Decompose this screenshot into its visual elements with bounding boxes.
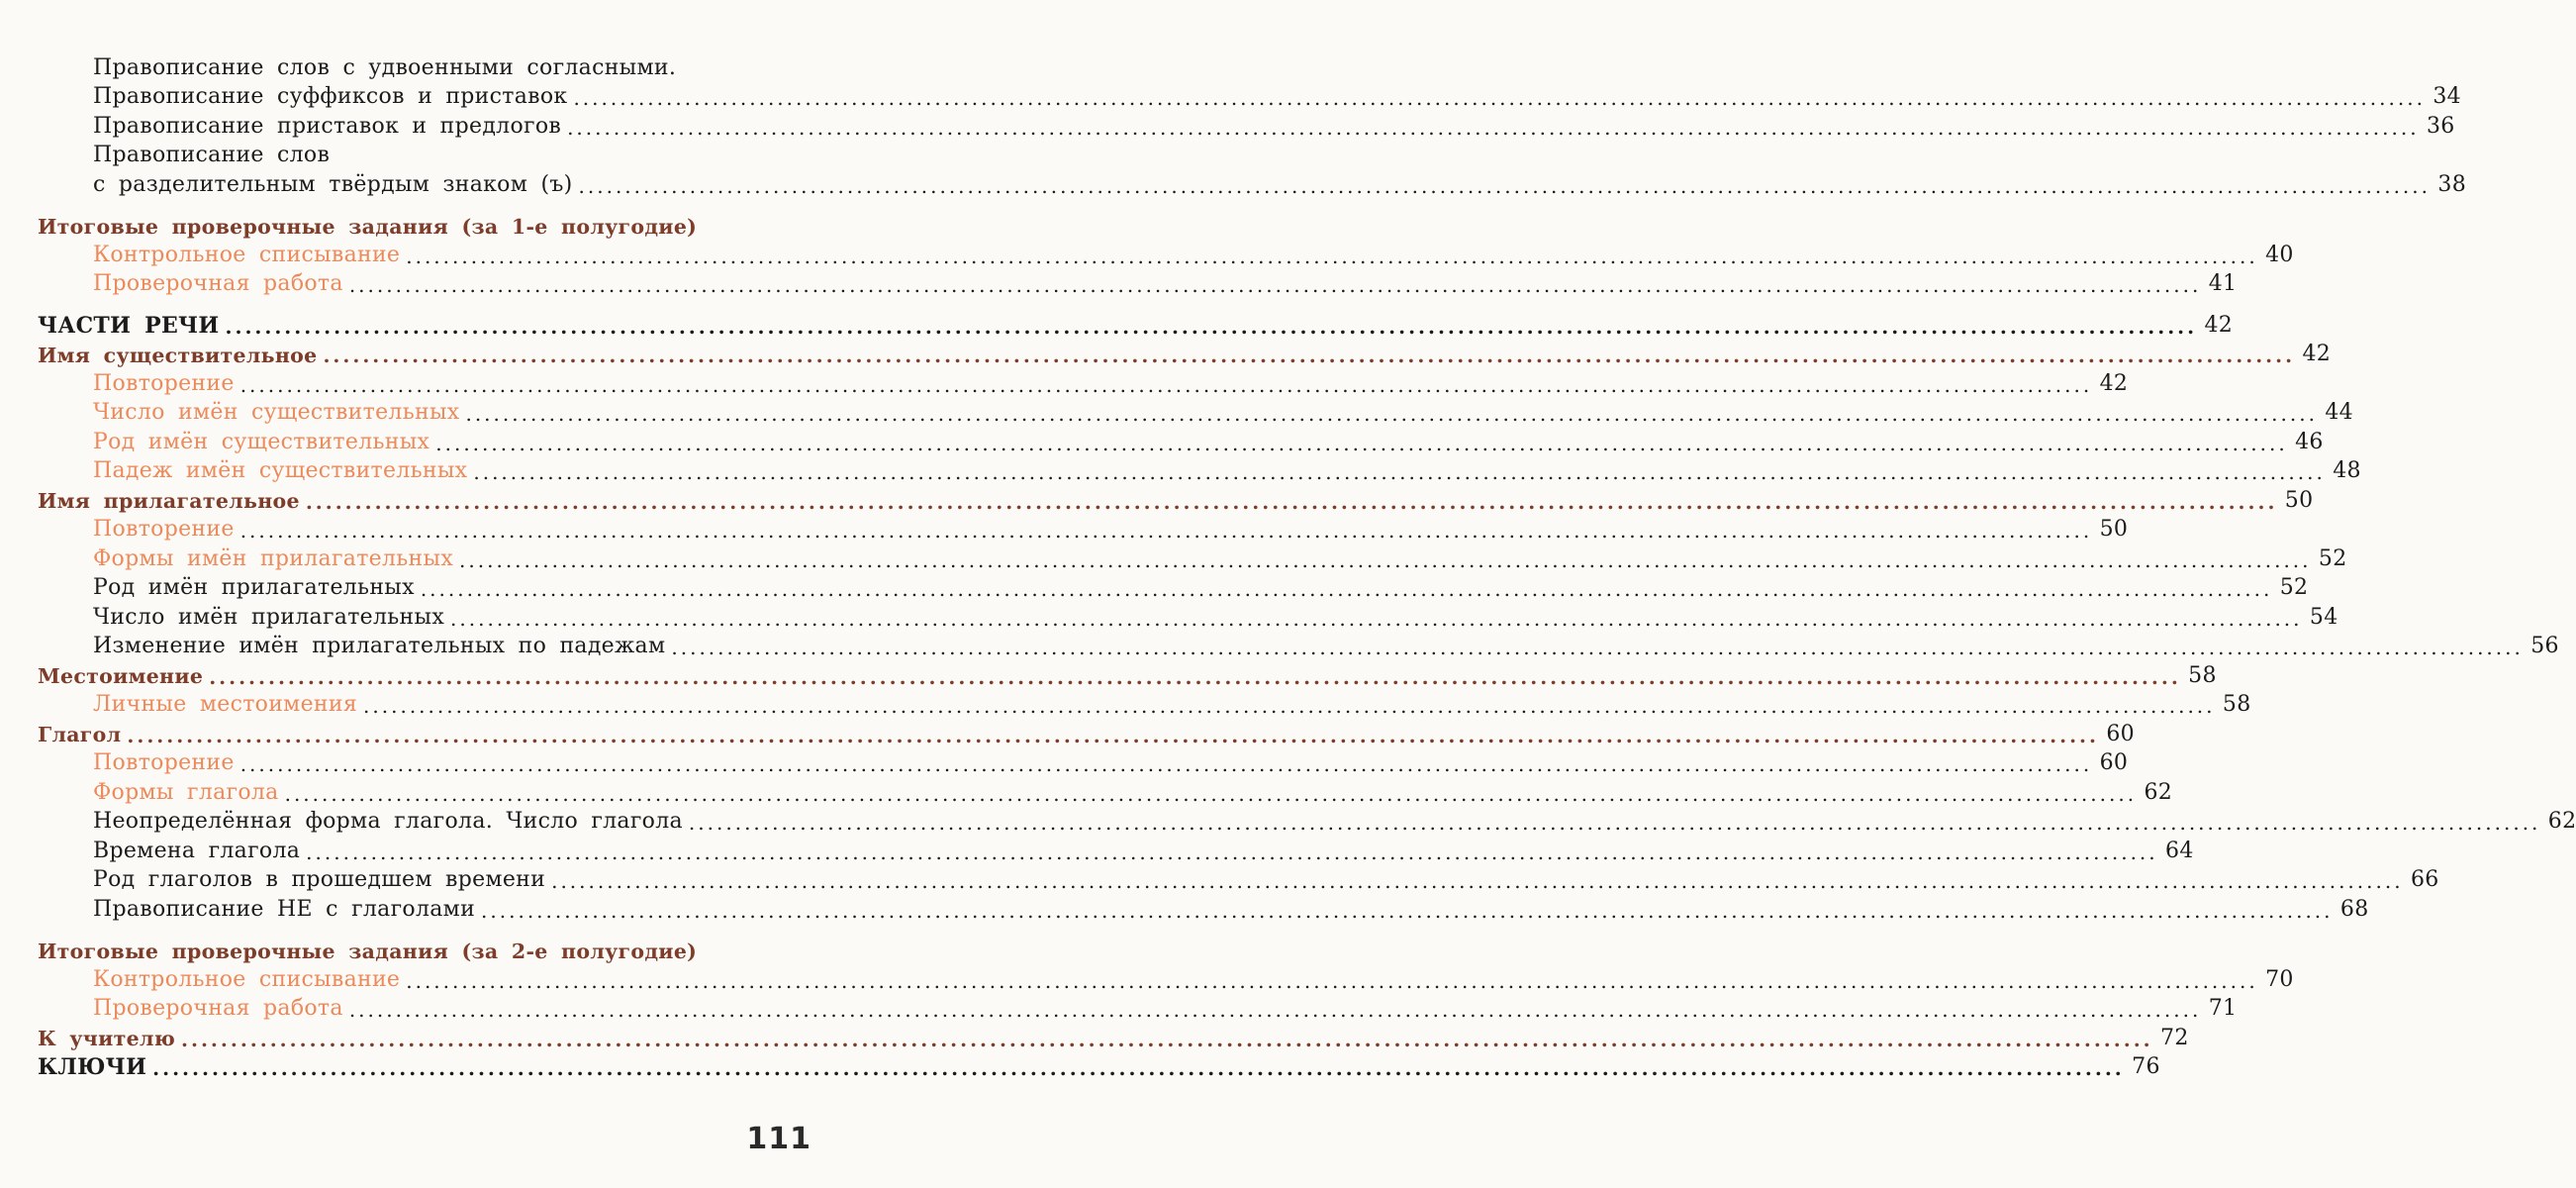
toc-entry bbox=[38, 453, 2361, 484]
toc-entry-title: Правописание приставок и предлогов bbox=[93, 113, 562, 139]
toc-leader-dots: ........................................................................................................................................................................................................ bbox=[473, 460, 2326, 484]
toc-leader-dots: ........................................................................................................................................................................................................ bbox=[578, 173, 2431, 198]
toc-entry-title: Глагол bbox=[38, 723, 122, 746]
toc-entry-page: 54 bbox=[2309, 604, 2338, 630]
toc-entry-page: 72 bbox=[2160, 1025, 2189, 1050]
toc-leader-dots: ........................................................................................................................................................................................................ bbox=[363, 694, 2216, 718]
toc-leader-dots: ........................................................................................................................................................................................................ bbox=[406, 968, 2258, 993]
toc-entry bbox=[38, 745, 2129, 776]
toc-entry bbox=[38, 365, 2129, 397]
toc-entry-page: 50 bbox=[2099, 517, 2129, 542]
toc-entry-title: Правописание слов с удвоенными согласными. bbox=[93, 54, 677, 80]
toc-entry-page: 42 bbox=[2204, 312, 2234, 338]
toc-entry-title: ЧАСТИ РЕЧИ bbox=[38, 312, 220, 339]
toc-entry-page: 64 bbox=[2165, 838, 2194, 863]
toc-entry-title: Правописание суффиксов и приставок bbox=[93, 84, 568, 109]
page-number: 111 bbox=[746, 1122, 811, 1156]
toc-leader-dots: ........................................................................................................................................................................................................ bbox=[671, 636, 2524, 659]
toc-entry-title: Род имён существительных bbox=[93, 429, 430, 454]
toc-entry-title: Повторение bbox=[93, 750, 235, 775]
toc-entry bbox=[38, 208, 810, 238]
toc-entry bbox=[38, 395, 2353, 426]
toc-entry bbox=[38, 774, 2173, 806]
toc-entry bbox=[38, 804, 2576, 835]
toc-entry bbox=[38, 570, 2309, 601]
toc-entry bbox=[38, 961, 2294, 993]
toc-entry bbox=[38, 599, 2338, 631]
toc-entry-page: 41 bbox=[2208, 271, 2238, 296]
toc-entry-page: 62 bbox=[2144, 779, 2173, 805]
toc-entry-title: Падеж имён существительных bbox=[93, 458, 468, 483]
toc-entry bbox=[38, 541, 2347, 572]
toc-entry-title: Правописание НЕ с глаголами bbox=[93, 896, 476, 922]
toc-entry-title: Повторение bbox=[93, 517, 235, 542]
toc-entry bbox=[38, 237, 2294, 268]
toc-leader-dots: ........................................................................................................................................................................................................ bbox=[284, 781, 2138, 806]
toc-entry-title: Число имён существительных bbox=[93, 400, 460, 425]
toc-entry-page: 44 bbox=[2325, 400, 2353, 425]
toc-entry-page: 62 bbox=[2547, 809, 2576, 834]
toc-entry bbox=[38, 424, 2324, 455]
toc-entry-title: Контрольное списывание bbox=[93, 966, 401, 992]
toc-entry-page: 34 bbox=[2433, 84, 2461, 109]
toc-leader-dots: ........................................................................................................................................................................................................ bbox=[465, 402, 2318, 426]
toc-entry-page: 40 bbox=[2265, 242, 2294, 267]
toc-leader-dots: ........................................................................................................................................................................................................ bbox=[688, 811, 2541, 835]
toc-leader-dots: ........................................................................................................................................................................................................ bbox=[406, 244, 2258, 268]
toc-leader-dots: ........................................................................................................................................................................................................ bbox=[306, 840, 2158, 864]
toc-entry-page: 60 bbox=[2099, 750, 2129, 775]
toc-entry-page: 68 bbox=[2339, 896, 2369, 922]
toc-entry-title: Местоимение bbox=[38, 664, 204, 688]
toc-leader-dots: ........................................................................................................................................................................................................ bbox=[239, 519, 2093, 543]
toc-entry-title: Правописание слов bbox=[93, 143, 331, 167]
toc-entry bbox=[38, 1049, 2160, 1080]
toc-entry-title: Проверочная работа bbox=[93, 996, 343, 1021]
toc-leader-dots: ........................................................................................................................................................................................................ bbox=[225, 314, 2198, 339]
toc-entry-page: 66 bbox=[2410, 867, 2439, 892]
toc-entry-page: 58 bbox=[2188, 662, 2217, 688]
toc-leader-dots: ........................................................................................................................................................................................................ bbox=[239, 372, 2093, 397]
toc-entry-title: Род глаголов в прошедшем времени bbox=[93, 867, 546, 892]
toc-entry bbox=[38, 629, 2559, 659]
toc-entry-page: 48 bbox=[2333, 458, 2361, 483]
toc-entry-title: Формы глагола bbox=[93, 779, 279, 805]
toc-entry-page: 70 bbox=[2265, 966, 2294, 992]
toc-leader-dots: ........................................................................................................................................................................................................ bbox=[567, 115, 2420, 140]
toc-entry bbox=[38, 79, 2461, 110]
toc-entry bbox=[38, 337, 2332, 367]
toc-entry-title: Итоговые проверочные задания (за 2-е полугодие) bbox=[38, 939, 698, 963]
toc-entry bbox=[38, 108, 2455, 140]
toc-entry bbox=[38, 991, 2238, 1022]
toc-entry bbox=[38, 716, 2135, 747]
toc-entry bbox=[38, 657, 2217, 689]
toc-leader-dots: ........................................................................................................................................................................................................ bbox=[450, 606, 2303, 631]
toc-entry-page: 36 bbox=[2426, 113, 2455, 139]
toc-entry-title: Род имён прилагательных bbox=[93, 575, 415, 600]
toc-leader-dots: ........................................................................................................................................................................................................ bbox=[459, 547, 2312, 572]
toc-entry bbox=[38, 307, 2234, 339]
toc-entry-page: 58 bbox=[2222, 692, 2251, 717]
toc-entry-title: КЛЮЧИ bbox=[38, 1054, 147, 1080]
toc-entry-page: 71 bbox=[2208, 996, 2238, 1021]
toc-leader-dots: ........................................................................................................................................................................................................ bbox=[181, 1027, 2153, 1051]
toc-entry-page: 60 bbox=[2106, 721, 2135, 746]
toc-leader-dots: ........................................................................................................................................................................................................ bbox=[348, 998, 2202, 1022]
toc-entry-title: Времена глагола bbox=[93, 838, 301, 863]
toc-entry-page: 42 bbox=[2099, 370, 2129, 396]
toc-entry-title: Неопределённая форма глагола. Число глагола bbox=[93, 809, 683, 834]
toc-entry-title: Контрольное списывание bbox=[93, 242, 401, 267]
toc-entry-title: Изменение имён прилагательных по падежам bbox=[93, 634, 666, 658]
toc-leader-dots: ........................................................................................................................................................................................................ bbox=[305, 489, 2278, 514]
toc-entry-title: Повторение bbox=[93, 370, 235, 396]
toc-entry-title: Проверочная работа bbox=[93, 271, 343, 296]
toc-entry-page: 38 bbox=[2437, 171, 2466, 197]
toc-entry bbox=[38, 512, 2129, 543]
toc-leader-dots: ........................................................................................................................................................................................................ bbox=[152, 1056, 2125, 1080]
toc-entry bbox=[38, 862, 2439, 893]
toc-entry-title: Имя существительное bbox=[38, 343, 318, 367]
toc-entry-page: 76 bbox=[2132, 1054, 2160, 1079]
toc-entry-title: Число имён прилагательных bbox=[93, 604, 445, 630]
toc-leader-dots: ........................................................................................................................................................................................................ bbox=[323, 344, 2296, 367]
toc-entry bbox=[38, 166, 2466, 198]
toc-leader-dots: ........................................................................................................................................................................................................ bbox=[481, 898, 2334, 923]
toc-leader-dots: ........................................................................................................................................................................................................ bbox=[239, 752, 2093, 776]
toc-entry bbox=[38, 687, 2251, 718]
toc-entry-title: К учителю bbox=[38, 1027, 176, 1050]
toc-entry-title: Личные местоимения bbox=[93, 692, 358, 717]
toc-entry bbox=[38, 891, 2369, 923]
toc-entry bbox=[38, 833, 2194, 864]
toc-leader-dots: ........................................................................................................................................................................................................ bbox=[420, 577, 2273, 601]
toc-leader-dots: ........................................................................................................................................................................................................ bbox=[209, 664, 2181, 689]
toc-entry bbox=[38, 266, 2238, 297]
toc-entry-page: 50 bbox=[2284, 487, 2314, 513]
toc-leader-dots: ........................................................................................................................................................................................................ bbox=[348, 273, 2202, 297]
toc-entry bbox=[38, 50, 810, 79]
toc-leader-dots: ........................................................................................................................................................................................................ bbox=[551, 869, 2404, 893]
toc-entry-title: с разделительным твёрдым знаком (ъ) bbox=[93, 171, 573, 197]
toc-entry-page: 46 bbox=[2295, 429, 2324, 454]
toc-entry bbox=[38, 138, 810, 167]
toc-entry-title: Итоговые проверочные задания (за 1-е полугодие) bbox=[38, 214, 698, 239]
table-of-contents bbox=[38, 50, 2576, 1080]
toc-leader-dots: ........................................................................................................................................................................................................ bbox=[435, 431, 2288, 455]
toc-entry-title: Формы имён прилагательных bbox=[93, 545, 454, 571]
toc-entry bbox=[38, 482, 2314, 514]
toc-leader-dots: ........................................................................................................................................................................................................ bbox=[127, 723, 2099, 747]
toc-entry bbox=[38, 933, 810, 962]
toc-entry-page: 52 bbox=[2279, 575, 2309, 600]
toc-entry bbox=[38, 1020, 2189, 1051]
toc-leader-dots: ........................................................................................................................................................................................................ bbox=[573, 86, 2426, 110]
toc-entry-page: 52 bbox=[2318, 545, 2347, 571]
toc-entry-page: 42 bbox=[2302, 342, 2332, 366]
toc-entry-page: 56 bbox=[2530, 634, 2559, 658]
toc-entry-title: Имя прилагательное bbox=[38, 489, 300, 513]
